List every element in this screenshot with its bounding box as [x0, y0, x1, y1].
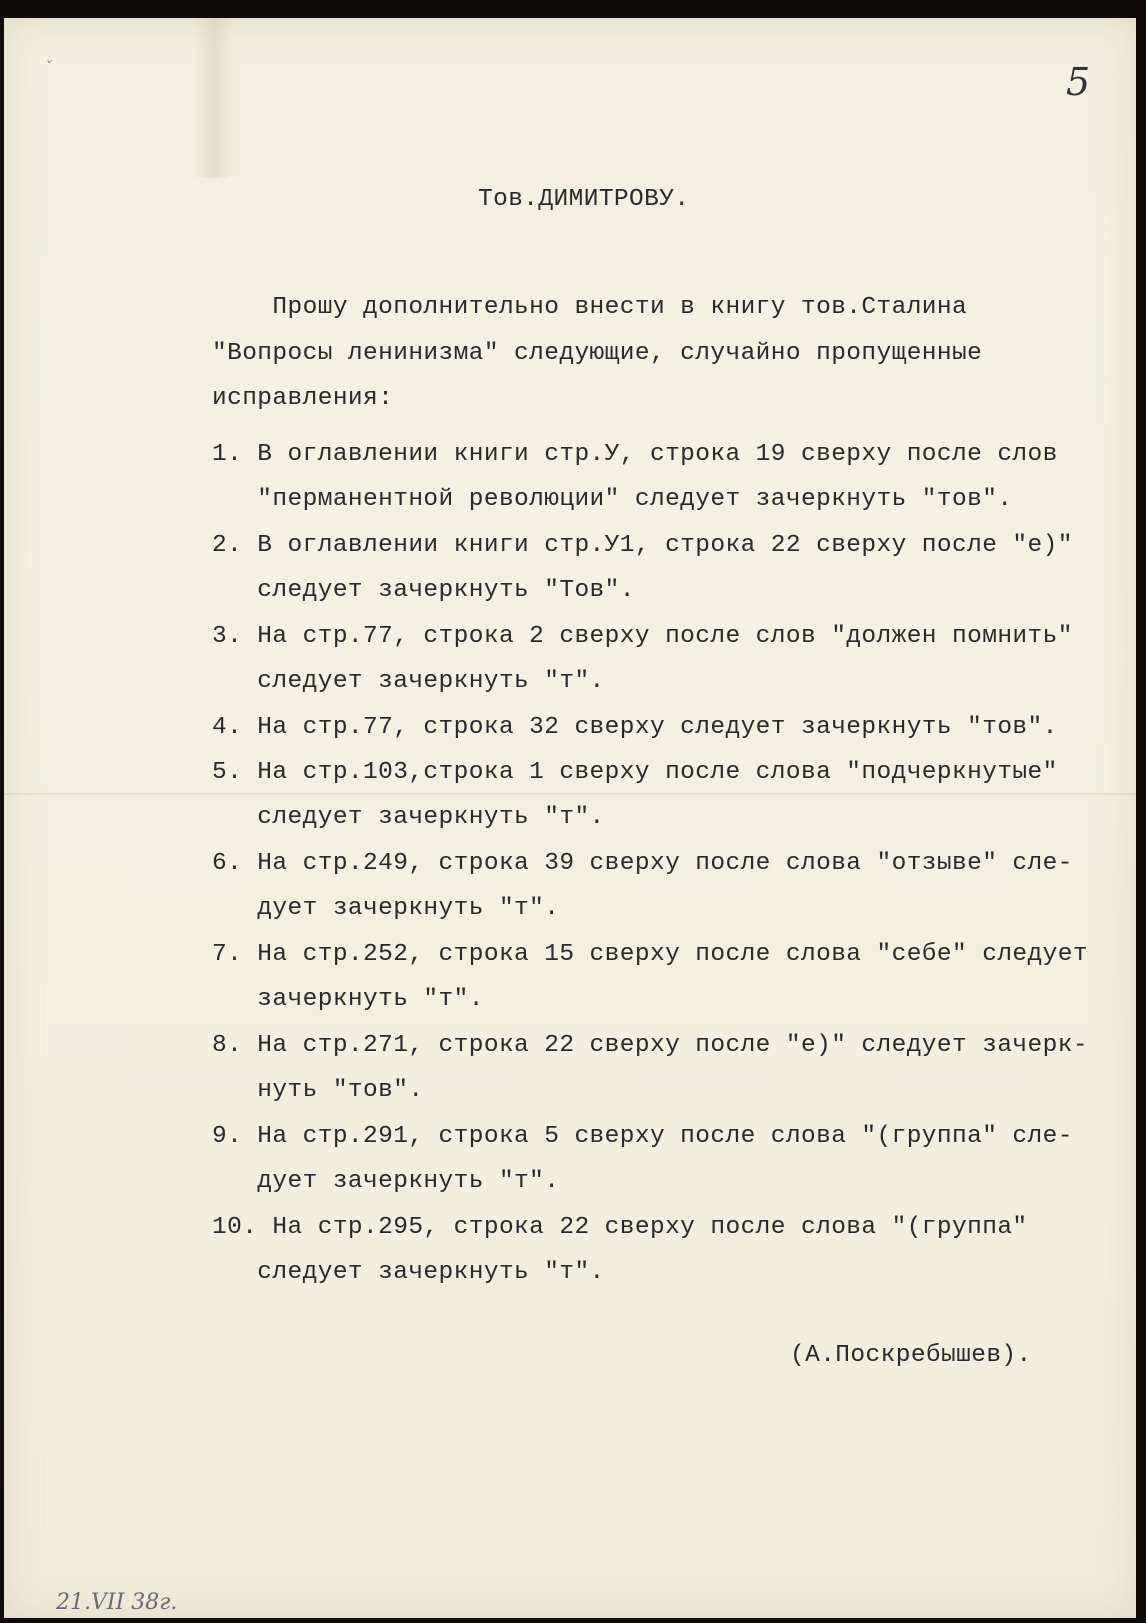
addressee: Тов.ДИМИТРОВУ. — [478, 186, 690, 213]
list-item-9-line-1: 9. На стр.291, строка 5 сверху после слова "(группа" сле- — [212, 1123, 1073, 1150]
list-item-3-line-2: следует зачеркнуть "т". — [212, 668, 605, 695]
pencil-tick-mark: ˇ — [44, 58, 52, 77]
signature: (А.Поскребышев). — [790, 1342, 1032, 1369]
list-item-1-line-2: "перманентной революции" следует зачеркнуть "тов". — [212, 486, 1013, 513]
list-item-5-line-2: следует зачеркнуть "т". — [212, 804, 605, 831]
list-item-5-line-1: 5. На стр.103,строка 1 сверху после слова "подчеркнутые" — [212, 759, 1058, 786]
intro-line-3: исправления: — [212, 385, 394, 412]
intro-line-2: "Вопросы ленинизма" следующие, случайно пропущенные — [212, 340, 983, 367]
list-item-8-line-1: 8. На стр.271, строка 22 сверху после "е)" следует зачерк- — [212, 1032, 1088, 1059]
list-item-3-line-1: 3. На стр.77, строка 2 сверху после слов "должен помнить" — [212, 623, 1073, 650]
list-item-7-line-1: 7. На стр.252, строка 15 сверху после слова "себе" следует — [212, 941, 1088, 968]
list-item-4-line-1: 4. На стр.77, строка 32 сверху следует зачеркнуть "тов". — [212, 714, 1058, 741]
list-item-9-line-2: дует зачеркнуть "т". — [212, 1168, 560, 1195]
page-number: 5 — [1066, 60, 1091, 104]
list-item-10-line-1: 10. На стр.295, строка 22 сверху после слова "(группа" — [212, 1214, 1028, 1241]
handwritten-date: 21.VII 38г. — [56, 1590, 178, 1615]
list-item-2-line-1: 2. В оглавлении книги стр.У1, строка 22 сверху после "е)" — [212, 532, 1073, 559]
intro-line-1: Прошу дополнительно внести в книгу тов.Сталина — [212, 294, 968, 321]
list-item-6-line-1: 6. На стр.249, строка 39 сверху после слова "отзыве" сле- — [212, 850, 1073, 877]
paper-crease — [194, 18, 234, 178]
list-item-8-line-2: нуть "тов". — [212, 1077, 424, 1104]
fold-line — [4, 793, 1136, 795]
list-item-1-line-1: 1. В оглавлении книги стр.У, строка 19 сверху после слов — [212, 441, 1058, 468]
list-item-10-line-2: следует зачеркнуть "т". — [212, 1259, 605, 1286]
paper-sheet — [4, 18, 1136, 1618]
list-item-7-line-2: зачеркнуть "т". — [212, 986, 484, 1013]
list-item-6-line-2: дует зачеркнуть "т". — [212, 895, 560, 922]
list-item-2-line-2: следует зачеркнуть "Тов". — [212, 577, 635, 604]
